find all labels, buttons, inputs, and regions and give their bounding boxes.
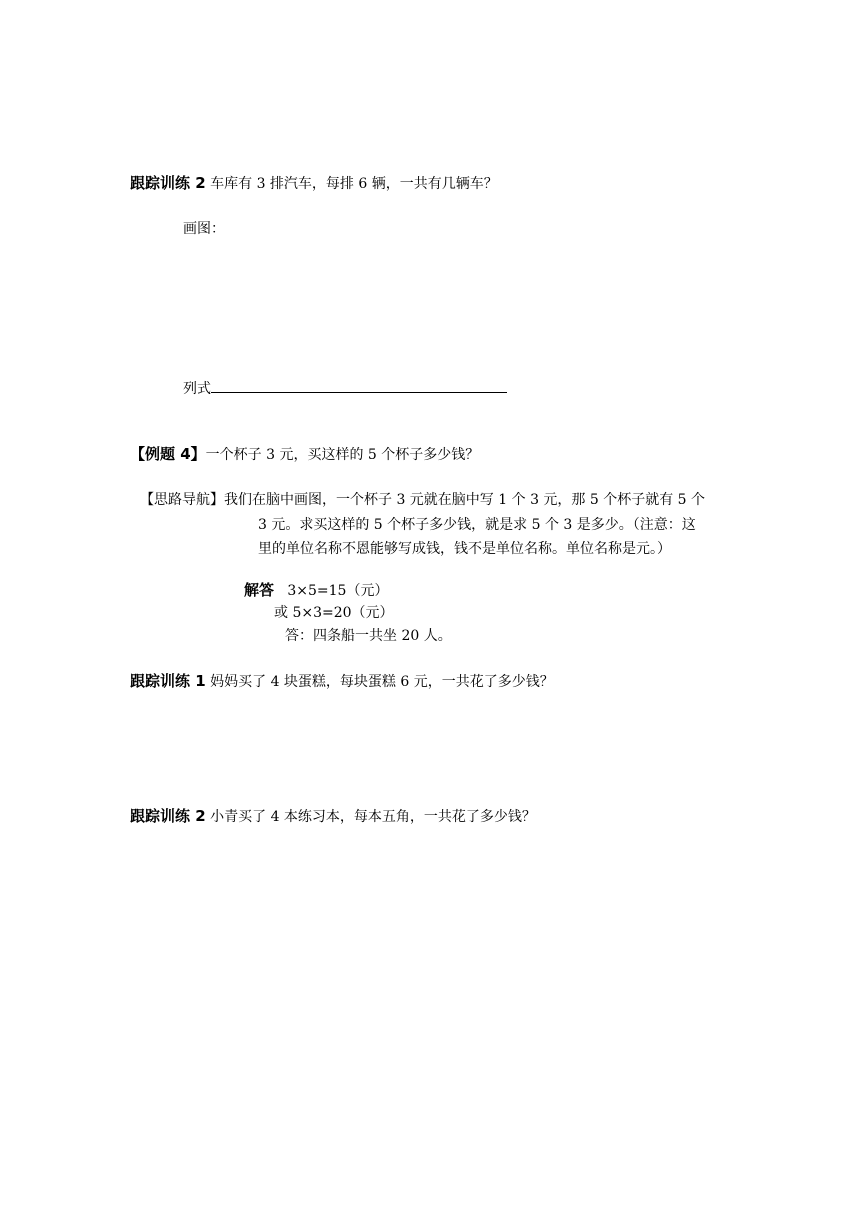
practice-book-text: 小青买了 4 本练习本，每本五角，一共花了多少钱？: [210, 809, 536, 825]
hint-line1: [140, 490, 705, 510]
answer-line3: 答：四条船一共坐 20 人。: [285, 628, 452, 644]
formula-blank: [211, 378, 507, 393]
answer-line2: 或 5×3=20（元）: [274, 605, 394, 621]
answer-line1: [244, 580, 388, 601]
hint-line3: 里的单位名称不恩能够写成钱，钱不是单位名称。单位名称是元。）: [258, 541, 671, 557]
practice-cake-question: [130, 671, 554, 692]
answer-label: 解答: [244, 581, 275, 599]
formula-label: 列式: [183, 381, 211, 397]
draw-label: 画图：: [183, 221, 225, 237]
practice-car-question: [130, 173, 498, 194]
practice-cake-label: 跟踪训练 1: [130, 672, 206, 690]
example4-label: 【例题 4】: [130, 445, 206, 463]
hint-text1: 我们在脑中画图，一个杯子 3 元就在脑中写 1 个 3 元，那 5 个杯子就有 5 个: [224, 492, 706, 508]
answer-text1: 3×5=15（元）: [287, 583, 389, 599]
practice-cake-text: 妈妈买了 4 块蛋糕，每块蛋糕 6 元，一共花了多少钱？: [210, 674, 554, 690]
hint-line2: 3 元。求买这样的 5 个杯子多少钱，就是求 5 个 3 是多少。（注意：这: [258, 517, 696, 533]
practice-book-question: [130, 806, 536, 827]
practice-car-label: 跟踪训练 2: [130, 174, 206, 192]
example4-question: [130, 444, 479, 465]
practice-book-label: 跟踪训练 2: [130, 807, 206, 825]
practice-car-text: 车库有 3 排汽车，每排 6 辆，一共有几辆车？: [210, 176, 498, 192]
formula-line: [183, 378, 507, 399]
example4-text: 一个杯子 3 元，买这样的 5 个杯子多少钱？: [205, 447, 480, 463]
hint-label: 【思路导航】: [140, 492, 224, 508]
